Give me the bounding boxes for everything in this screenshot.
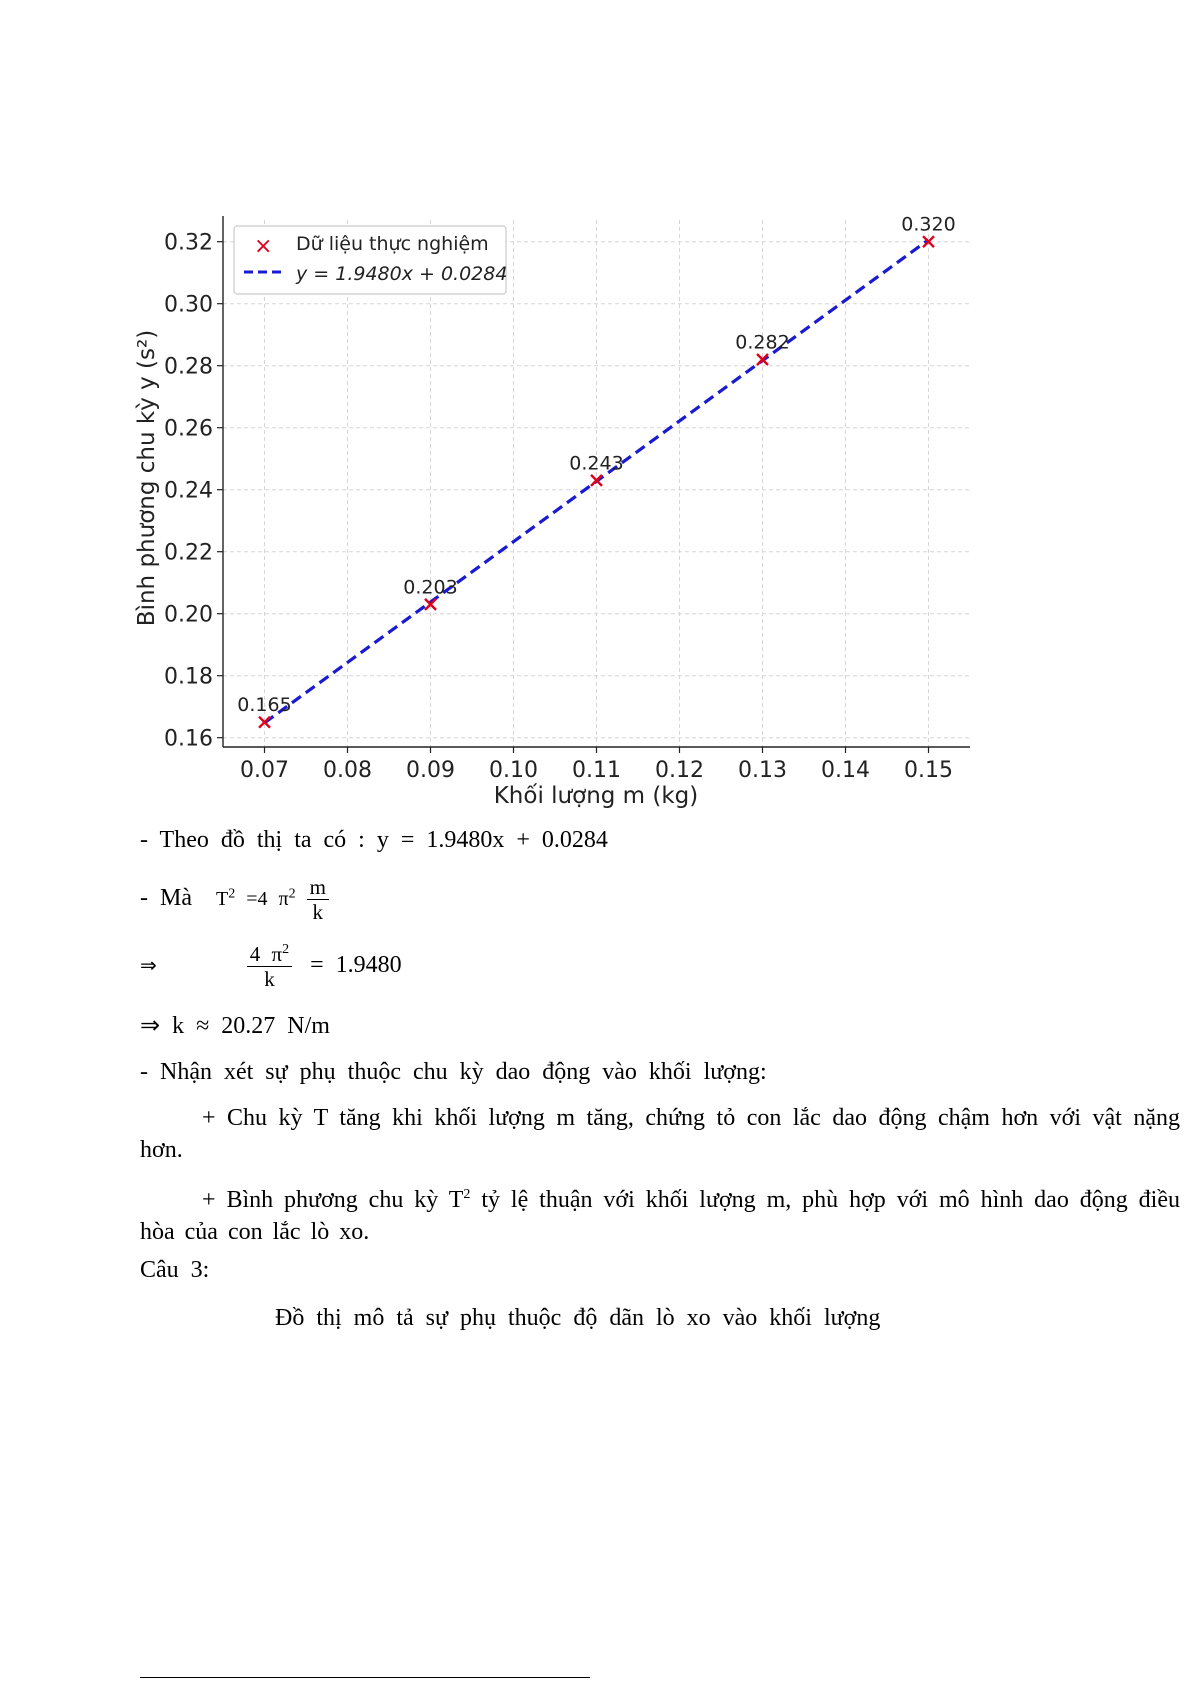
period-formula-prefix: - Mà — [140, 885, 192, 911]
x-tick-label: 0.09 — [406, 758, 455, 783]
chart-y-axis-label: Bình phương chu kỳ y (s²) — [134, 329, 160, 627]
y-tick-label: 0.30 — [164, 292, 213, 318]
x-tick-label: 0.13 — [738, 758, 787, 783]
remark-paragraph-1: + Chu kỳ T tăng khi khối lượng m tăng, chứng tỏ con lắc dao động chậm hơn với vật nặng hơn. — [140, 1105, 1180, 1163]
legend-marker-icon: × — [254, 234, 273, 259]
y-tick-label: 0.32 — [164, 230, 213, 256]
implies-arrow-1: ⇒ — [140, 953, 157, 977]
T-squared-exponent: 2 — [463, 1187, 471, 1202]
stiffness-result-line: ⇒ k ≈ 20.27 N/m — [140, 1013, 330, 1039]
data-point-label: 0.203 — [403, 576, 458, 599]
chart-legend — [234, 226, 507, 294]
fit-equation-line: - Theo đồ thị ta có : y = 1.9480x + 0.0284 — [140, 827, 608, 853]
period-formula-T: T — [215, 888, 229, 910]
chart-x-axis-label: Khối lượng m (kg) — [493, 783, 699, 809]
period-formula-fraction — [307, 875, 329, 924]
footnote-separator — [140, 1677, 590, 1678]
period-formula-pi-exponent: 2 — [288, 886, 296, 902]
question-3-heading: Câu 3: — [140, 1257, 210, 1283]
x-tick-label: 0.10 — [489, 758, 538, 783]
data-point-label: 0.282 — [735, 331, 790, 354]
period-squared-vs-mass-chart — [134, 213, 1058, 870]
chart-grid — [223, 220, 970, 747]
remark-heading: - Nhận xét sự phụ thuộc chu kỳ dao động vào khối lượng: — [140, 1059, 767, 1085]
y-tick-label: 0.28 — [164, 354, 213, 380]
y-tick-label: 0.24 — [164, 478, 213, 504]
data-point-label: 0.165 — [237, 694, 292, 717]
x-tick-label: 0.07 — [240, 758, 289, 783]
data-point-label: 0.243 — [569, 452, 624, 475]
period-formula-line — [140, 872, 329, 925]
legend-label-fit: y = 1.9480x + 0.0284 — [296, 263, 508, 285]
x-tick-label: 0.12 — [655, 758, 704, 783]
chart-marks — [259, 236, 934, 728]
y-tick-label: 0.16 — [164, 726, 213, 752]
x-tick-label: 0.11 — [572, 758, 621, 783]
x-tick-label: 0.08 — [323, 758, 372, 783]
question-3-caption: Đồ thị mô tả sự phụ thuộc độ dãn lò xo vào khối lượng — [275, 1305, 881, 1331]
y-tick-label: 0.26 — [164, 416, 213, 442]
slope-fraction — [247, 942, 292, 991]
period-formula-T-exponent: 2 — [228, 886, 236, 902]
y-tick-label: 0.18 — [164, 664, 213, 690]
x-tick-label: 0.15 — [904, 758, 953, 783]
data-point-label: 0.320 — [901, 213, 956, 236]
slope-fraction-numerator: 4 $\pi^2$ — [247, 942, 292, 967]
legend-label-data: Dữ liệu thực nghiệm — [296, 233, 489, 255]
remark-paragraph-2: + Bình phương chu kỳ $T^2$ tỷ lệ thuận với khối lượng m, phù hợp với mô hình dao động điều hòa của con lắc lò xo. — [140, 1187, 1180, 1245]
y-tick-label: 0.20 — [164, 602, 213, 628]
x-tick-label: 0.14 — [821, 758, 870, 783]
period-formula-eq: =4 π — [246, 888, 289, 910]
fraction-numerator-m: m — [307, 875, 329, 900]
slope-relation-line — [140, 938, 402, 992]
slope-value: = 1.9480 — [310, 952, 402, 978]
slope-fraction-denominator: k — [264, 966, 275, 991]
y-tick-label: 0.22 — [164, 540, 213, 566]
fraction-denominator-k: k — [312, 899, 324, 924]
